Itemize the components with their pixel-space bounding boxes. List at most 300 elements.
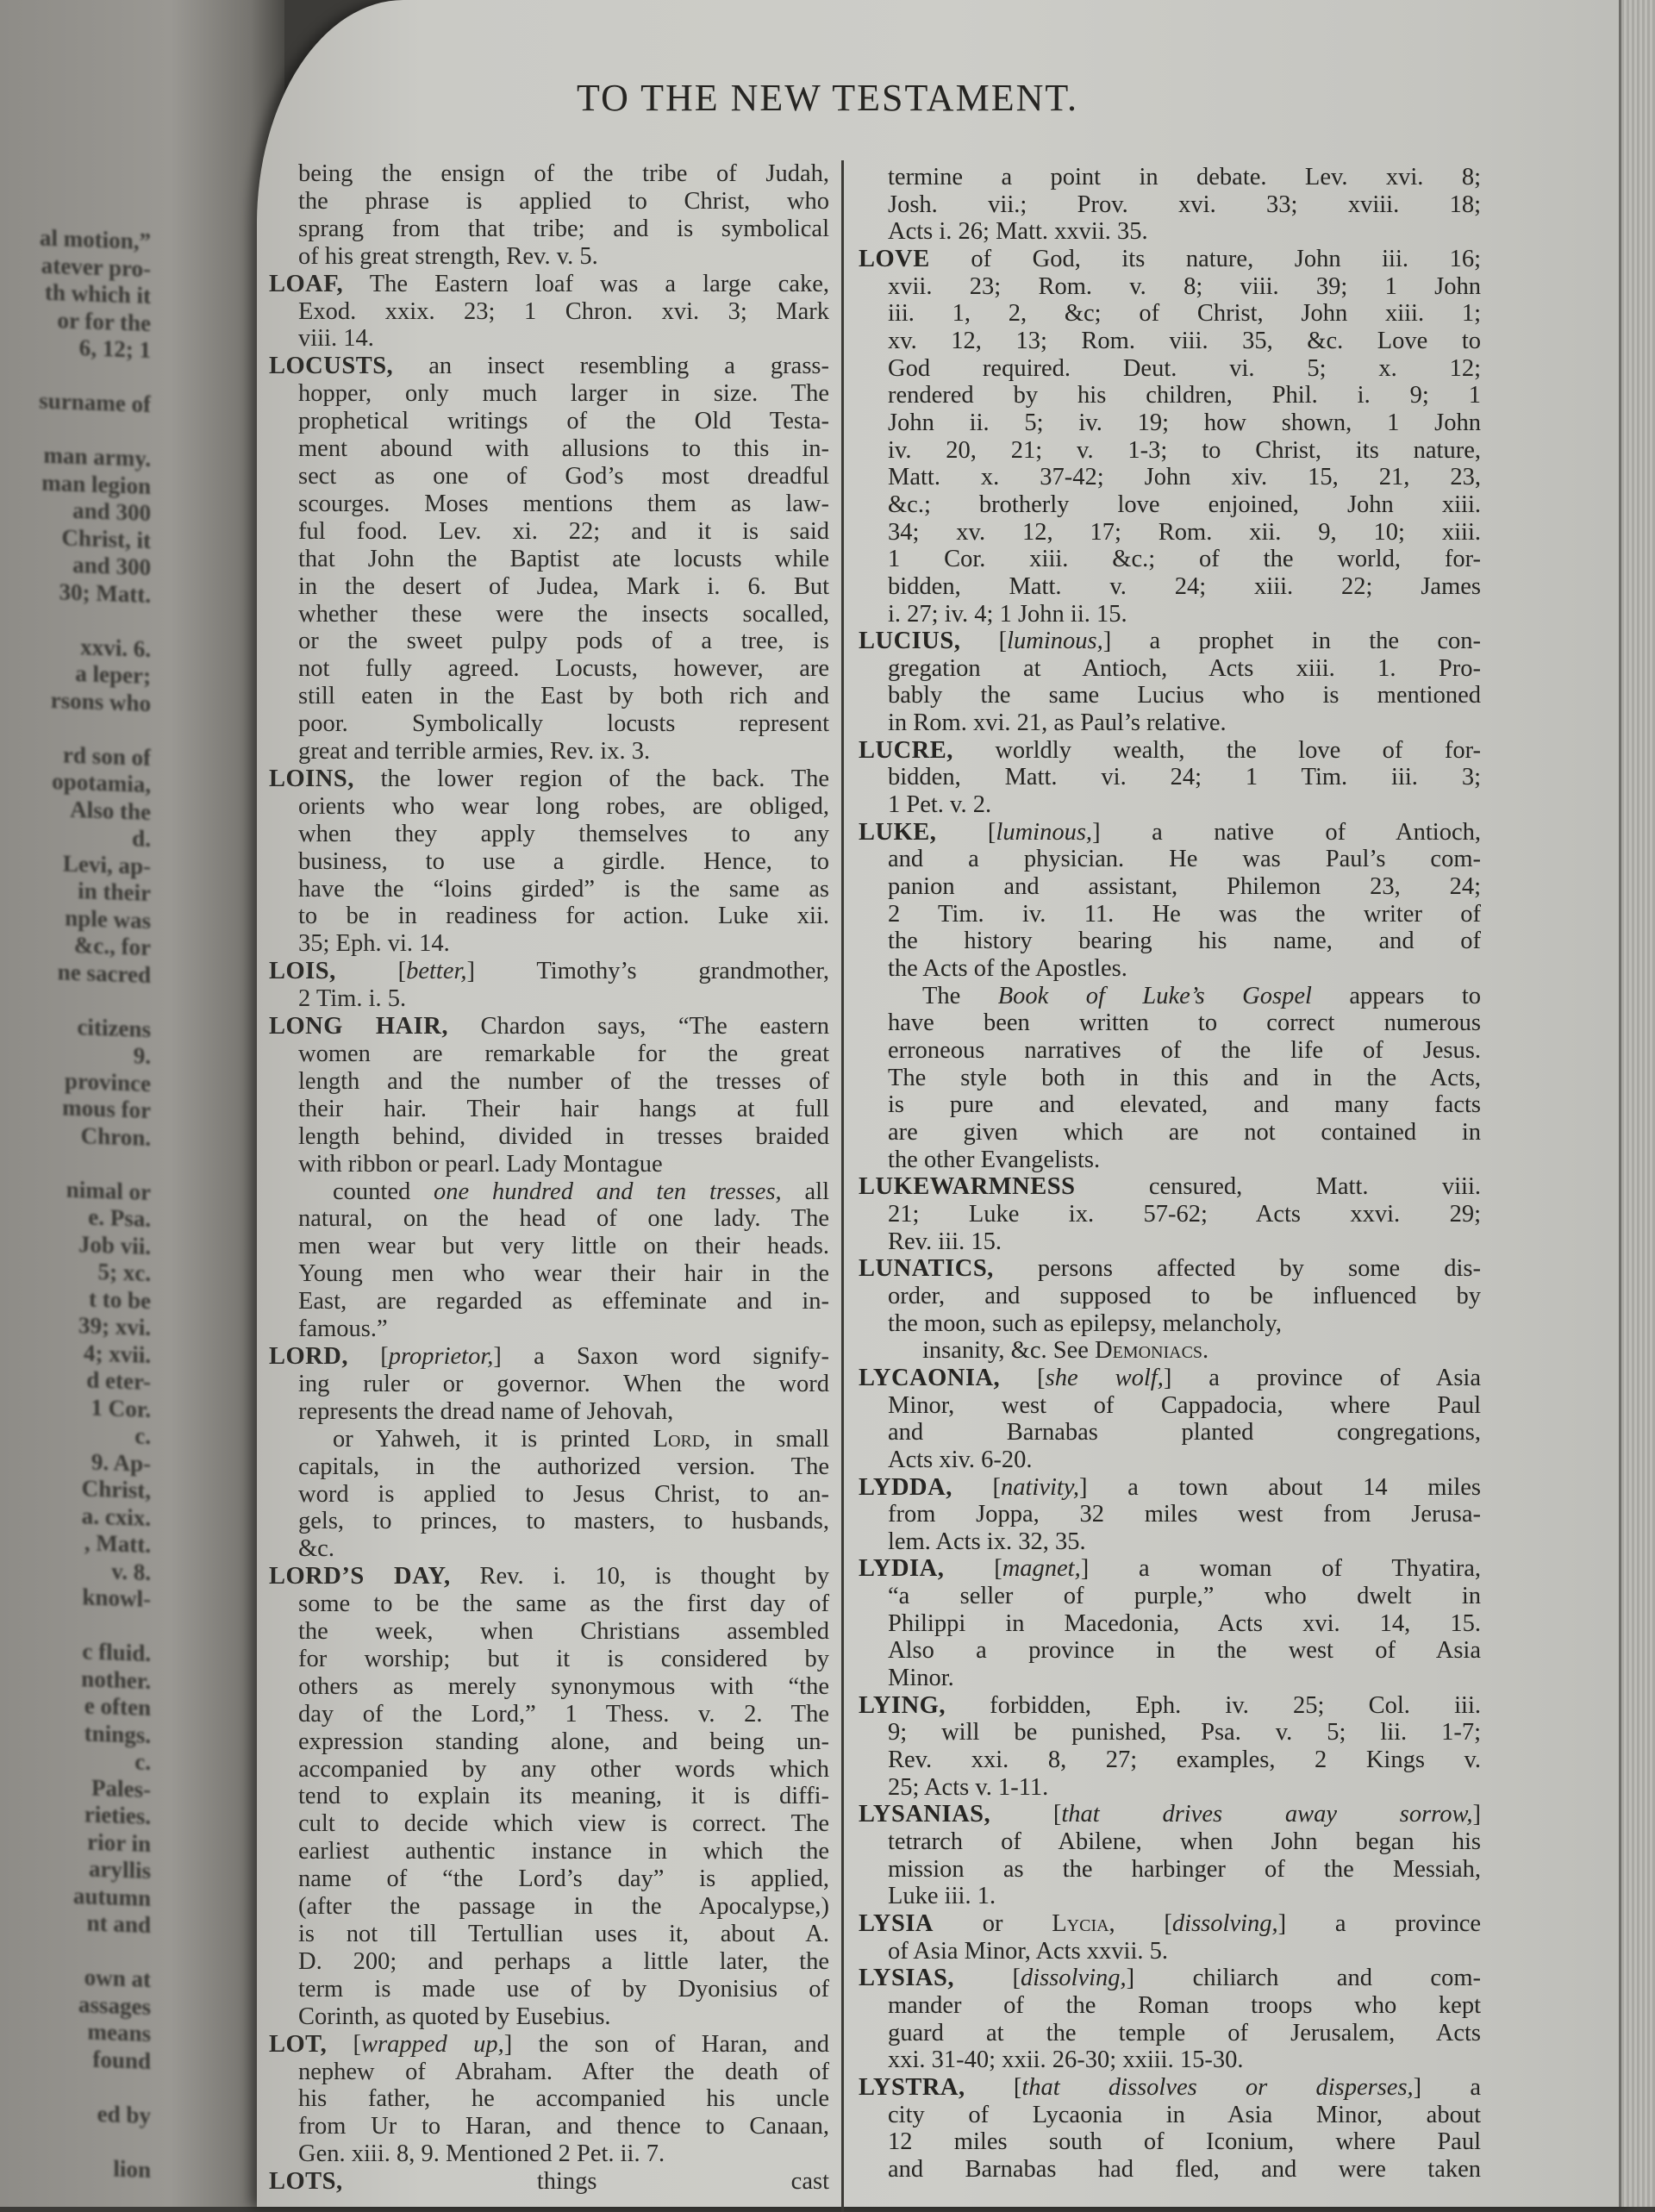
text-line: his father, he accompanied his uncle <box>298 2085 829 2113</box>
text-segment: , [ <box>1109 1910 1172 1937</box>
text-line: 2 Tim. iv. 11. He was the writer of <box>888 900 1481 928</box>
facing-fragment: mous for <box>62 1094 151 1124</box>
text-segment: ] a <box>1413 2073 1481 2101</box>
facing-fragment: nple was <box>65 904 151 934</box>
headword: LYDDA, <box>859 1473 952 1501</box>
italic-text: Book of Luke’s Gospel <box>997 982 1312 1009</box>
entry-headline <box>859 1801 1481 1828</box>
facing-fragment: aryllis <box>89 1855 151 1884</box>
text-segment: Lycia <box>1052 1910 1109 1937</box>
facing-fragment: man army. <box>43 441 151 472</box>
text-segment: worldly wealth, the love of for- <box>952 736 1481 764</box>
text-line: day of the Lord,” 1 Thess. v. 2. The <box>298 1700 829 1728</box>
headword: LOCUSTS, <box>269 353 394 380</box>
entry-headline <box>269 2031 829 2059</box>
text-line: some to be the same as the first day of <box>298 1590 829 1618</box>
entry-headline <box>269 271 829 298</box>
entry-headline <box>859 246 1481 273</box>
text-line: Gen. xiii. 8, 9. Mentioned 2 Pet. ii. 7. <box>298 2140 665 2168</box>
text-line: Acts i. 26; Matt. xxvii. 35. <box>888 218 1148 246</box>
text-line: the phrase is applied to Christ, who <box>298 187 829 215</box>
facing-fragment: autumn <box>72 1882 151 1911</box>
text-line: ing ruler or governor. When the word <box>298 1370 829 1397</box>
text-line: have the “loins girded” is the same as <box>298 875 829 903</box>
facing-fragment: and 300 <box>72 551 151 581</box>
text-line: 34; xv. 12, 17; Rom. xii. 9, 10; xiii. <box>888 518 1481 546</box>
italic-text: dissolving, <box>1171 1910 1278 1937</box>
text-line: ful food. Lev. xi. 22; and it is said <box>298 517 829 545</box>
text-segment: Demoniacs <box>1095 1337 1203 1365</box>
paragraph-line <box>269 1178 829 1206</box>
facing-fragment: nother. <box>81 1665 151 1694</box>
headword: LUNATICS, <box>859 1255 994 1283</box>
text-line: tetrarch of Abilene, when John began his <box>888 1828 1481 1856</box>
text-segment: ] <box>1472 1801 1481 1828</box>
text-line: scourges. Moses mentions them as law- <box>298 490 829 517</box>
italic-text: that dissolves or disperses, <box>1021 2073 1414 2101</box>
text-line: termine a point in debate. Lev. xvi. 8; <box>888 164 1481 191</box>
left-column <box>269 160 829 2196</box>
text-line: 2 Tim. i. 5. <box>298 985 407 1013</box>
italic-text: proprietor, <box>388 1342 494 1370</box>
text-segment: [ <box>347 1342 389 1370</box>
facing-fragment: Also the <box>70 796 151 825</box>
entry-headline <box>859 1692 1481 1720</box>
text-line: Josh. vii.; Prov. xvi. 33; xviii. 18; <box>888 191 1481 218</box>
text-line: capitals, in the authorized version. The <box>298 1453 829 1480</box>
text-line: being the ensign of the tribe of Judah, <box>298 160 829 187</box>
facing-fragment: citizens <box>77 1013 151 1042</box>
headword: LOINS, <box>269 765 354 792</box>
text-line: the other Evangelists. <box>888 1146 1101 1173</box>
right-column <box>859 164 1481 2184</box>
facing-fragment: and 300 <box>72 497 151 527</box>
facing-fragment: nimal or <box>66 1176 151 1205</box>
text-line: with ribbon or pearl. Lady Montague <box>298 1150 663 1178</box>
italic-text: magnet, <box>1002 1555 1081 1583</box>
facing-fragment: rd son of <box>62 740 151 771</box>
text-line: 35; Eph. vi. 14. <box>298 930 450 958</box>
facing-fragment: 4; xvii. <box>84 1339 151 1368</box>
facing-fragment: al motion,” <box>39 224 151 255</box>
text-line: iv. 20, 21; v. 1-3; to Christ, its nature, <box>888 436 1481 464</box>
text-line: still eaten in the East by both rich and <box>298 683 829 710</box>
facing-fragment: xxvi. 6. <box>80 633 151 662</box>
text-line: Luke iii. 1. <box>888 1883 996 1910</box>
facing-fragment: a leper; <box>75 659 151 690</box>
text-line: from Ur to Haran, and thence to Canaan, <box>298 2113 829 2140</box>
text-line: have been written to correct numerous <box>888 1009 1481 1037</box>
facing-fragment: Job vii. <box>78 1230 151 1259</box>
italic-text: luminous, <box>1007 628 1103 655</box>
text-line: “a seller of purple,” who dwelt in <box>888 1583 1481 1610</box>
headword: LYCAONIA, <box>859 1364 1001 1391</box>
text-line: Corinth, as quoted by Eusebius. <box>298 2003 611 2030</box>
headword: LORD, <box>269 1342 348 1370</box>
text-segment: [ <box>953 1965 1021 1992</box>
text-segment: ] Timothy’s grandmother, <box>466 958 829 985</box>
text-line: city of Lycaonia in Asia Minor, about <box>888 2101 1481 2128</box>
text-line: xvii. 23; Rom. v. 8; viii. 39; 1 John <box>888 272 1481 300</box>
facing-fragment: rieties. <box>84 1801 151 1830</box>
facing-fragment: or for the <box>57 306 151 336</box>
text-line: are given which are not contained in <box>888 1118 1481 1146</box>
text-line: the history bearing his name, and of <box>888 928 1481 955</box>
facing-fragment: in their <box>78 878 151 907</box>
italic-text: better, <box>406 958 467 985</box>
text-line: erroneous narratives of the life of Jesus. <box>888 1037 1481 1064</box>
text-line: bidden, Matt. vi. 24; 1 Tim. iii. 3; <box>888 764 1481 791</box>
italic-text: she wolf, <box>1045 1364 1164 1391</box>
facing-fragment: 6, 12; 1 <box>78 334 151 364</box>
text-line: business, to use a girdle. Hence, to <box>298 847 829 875</box>
facing-fragment: tnings. <box>84 1719 151 1748</box>
italic-text: nativity, <box>1001 1473 1080 1501</box>
text-line: the moon, such as epilepsy, melancholy, <box>888 1309 1282 1337</box>
facing-fragment: &c., for <box>73 931 151 961</box>
text-segment: or <box>934 1910 1052 1937</box>
text-segment: ] a native of Antioch, <box>1092 818 1481 846</box>
text-line: Young men who wear their hair in the <box>298 1260 829 1288</box>
headword: LYING, <box>859 1691 946 1719</box>
facing-fragment: nt and <box>86 1909 151 1939</box>
text-line: &c. <box>298 1535 334 1563</box>
text-line: is not till Tertullian uses it, about A. <box>298 1921 829 1947</box>
text-line: cult to decide which view is correct. The <box>298 1810 829 1838</box>
facing-fragment: atever pro- <box>41 252 151 282</box>
text-segment: [ <box>990 1801 1062 1828</box>
facing-fragment: assages <box>78 1990 151 2020</box>
text-line: Acts xiv. 6-20. <box>888 1446 1033 1473</box>
italic-text: dissolving, <box>1020 1965 1127 1992</box>
facing-fragment: opotamia, <box>52 768 151 798</box>
text-line: 25; Acts v. 1-11. <box>888 1773 1049 1801</box>
text-line: for worship; but it is considered by <box>298 1645 829 1672</box>
headword: LYDIA, <box>859 1555 945 1583</box>
text-line: Exod. xxix. 23; 1 Chron. xvi. 3; Mark <box>298 297 829 325</box>
running-header: TO THE NEW TESTAMENT. <box>577 77 1078 119</box>
facing-fragment: found <box>92 2046 151 2074</box>
text-segment: ] a prophet in the con- <box>1102 628 1481 655</box>
text-line: bably the same Lucius who is mentioned <box>888 682 1481 709</box>
text-line: mander of the Roman troops who kept <box>888 1991 1481 2019</box>
text-line: Minor, west of Cappadocia, where Paul <box>888 1391 1481 1419</box>
text-line: East, are regarded as effeminate and in- <box>298 1288 829 1315</box>
text-line: rendered by his children, Phil. i. 9; 1 <box>888 382 1481 409</box>
paragraph-line <box>859 983 1481 1010</box>
text-line: natural, on the head of one lady. The <box>298 1205 829 1233</box>
text-line: length and the number of the tresses of <box>298 1067 829 1095</box>
text-line: sect as one of God’s most dreadful <box>298 462 829 490</box>
facing-fragment: 9. Ap- <box>91 1448 151 1477</box>
facing-fragment: province <box>65 1067 151 1097</box>
headword: LYSIAS, <box>859 1965 954 1992</box>
facing-fragment: rior in <box>87 1828 151 1857</box>
text-segment: or Yahweh, it is printed <box>333 1425 653 1453</box>
text-line: 1 Pet. v. 2. <box>888 791 992 819</box>
text-line: and a physician. He was Paul’s com- <box>888 846 1481 873</box>
entry-headline <box>269 1343 829 1371</box>
text-line: the Acts of the Apostles. <box>888 955 1127 983</box>
text-line: Rev. iii. 15. <box>888 1228 1002 1255</box>
entry-headline <box>859 1910 1481 1938</box>
facing-fragment: rsons who <box>50 686 151 716</box>
text-line: from Joppa, 32 miles west from Jerusa- <box>888 1501 1481 1528</box>
headword: LOVE <box>859 245 930 272</box>
facing-fragment: man legion <box>41 469 151 499</box>
text-line: women are remarkable for the great <box>298 1040 829 1067</box>
text-line: hopper, only much larger in size. The <box>298 380 829 408</box>
text-segment: ] chiliarch and com- <box>1126 1965 1481 1992</box>
text-line: poor. Symbolically locusts represent <box>298 710 829 738</box>
facing-fragment: 30; Matt. <box>59 578 151 608</box>
text-line: order, and supposed to be influenced by <box>888 1282 1481 1309</box>
text-line: that John the Baptist ate locusts while <box>298 545 829 572</box>
text-segment: the lower region of the back. The <box>353 765 829 792</box>
facing-fragment: means <box>87 2018 151 2047</box>
facing-fragment: c. <box>134 1422 151 1450</box>
text-line: Rev. xxi. 8, 27; examples, 2 Kings v. <box>888 1746 1481 1774</box>
entry-headline <box>859 737 1481 765</box>
facing-fragment: 39; xvi. <box>78 1312 151 1341</box>
text-line: gregation at Antioch, Acts xiii. 1. Pro- <box>888 654 1481 682</box>
text-line: The style both in this and in the Acts, <box>888 1064 1481 1091</box>
text-segment: Rev. i. 10, is thought by <box>450 1563 829 1590</box>
entry-headline <box>859 819 1481 847</box>
text-line: gels, to princes, to masters, to husbands, <box>298 1508 829 1535</box>
facing-fragment: 9. <box>133 1042 151 1070</box>
text-segment: things cast <box>342 2168 829 2196</box>
italic-text: luminous, <box>996 818 1093 846</box>
text-line: mission as the harbinger of the Messiah, <box>888 1855 1481 1883</box>
facing-fragment: Christ, <box>81 1475 151 1504</box>
text-line: is pure and elevated, and many facts <box>888 1091 1481 1119</box>
text-line: famous.” <box>298 1315 388 1343</box>
entry-headline <box>269 1563 829 1590</box>
italic-text: one hundred and ten tresses, <box>434 1178 782 1205</box>
facing-fragment: lion <box>113 2155 151 2183</box>
paragraph-line <box>859 1337 1481 1365</box>
text-segment: [ <box>965 2073 1022 2101</box>
entry-headline <box>269 2168 829 2196</box>
text-segment: ] the son of Haran, and <box>503 2030 829 2058</box>
headword: LUCRE, <box>859 736 953 764</box>
entry-headline <box>859 2074 1481 2102</box>
text-line: John ii. 5; iv. 19; how shown, 1 John <box>888 409 1481 436</box>
headword: LYSANIAS, <box>859 1801 991 1828</box>
facing-fragment: d eter- <box>86 1366 151 1396</box>
paragraph-line <box>269 1426 829 1453</box>
text-line: represents the dread name of Jehovah, <box>298 1397 674 1425</box>
facing-fragment: , Matt. <box>84 1529 151 1559</box>
facing-fragment: Chron. <box>80 1122 151 1151</box>
text-line: in the desert of Judea, Mark i. 6. But <box>298 572 829 600</box>
headword: LYSTRA, <box>859 2073 965 2101</box>
text-line: Minor. <box>888 1665 954 1692</box>
text-segment: [ <box>936 818 996 846</box>
facing-fragment: ed by <box>97 2100 151 2128</box>
text-line: of his great strength, Rev. v. 5. <box>298 242 598 270</box>
italic-text: wrapped up, <box>361 2030 504 2058</box>
entry-headline <box>859 1965 1481 1992</box>
text-line: orients who wear long robes, are obliged, <box>298 792 829 820</box>
text-segment: [ <box>952 1473 1001 1501</box>
facing-fragment: a. cxix. <box>81 1502 151 1531</box>
entry-headline <box>269 958 829 985</box>
facing-page <box>0 0 284 2207</box>
text-segment: insanity, &c. See <box>922 1337 1095 1365</box>
text-line: others as merely synonymous with “the <box>298 1672 829 1700</box>
text-segment: of God, its nature, John iii. 16; <box>929 245 1481 272</box>
facing-page-text <box>0 223 151 2184</box>
text-line: ment abound with allusions to this in- <box>298 435 829 463</box>
facing-fragment: ne sacred <box>57 958 151 988</box>
text-line: term is made use of by Dyonisius of <box>298 1975 829 2003</box>
entry-headline <box>859 1255 1481 1283</box>
entry-headline <box>859 1173 1481 1201</box>
text-line: &c.; brotherly love enjoined, John xiii. <box>888 491 1481 518</box>
headword: LYSIA <box>859 1910 934 1937</box>
text-line: of Asia Minor, Acts xxvii. 5. <box>888 1937 1169 1965</box>
entry-headline <box>269 1013 829 1040</box>
text-line: or the sweet pulpy pods of a tree, is <box>298 628 829 655</box>
facing-fragment: e often <box>84 1692 151 1721</box>
text-line: and Barnabas had fled, and were taken <box>888 2155 1481 2183</box>
text-line: 1 Cor. xiii. &c.; of the world, for- <box>888 546 1481 573</box>
headword: LOIS, <box>269 958 336 985</box>
text-segment: The Eastern loaf was a large cake, <box>343 270 829 297</box>
text-line: sprang from that tribe; and is symbolical <box>298 215 829 242</box>
headword: LOTS, <box>269 2168 343 2196</box>
entry-headline <box>269 765 829 793</box>
facing-fragment: Pales- <box>91 1774 151 1803</box>
text-line: accompanied by any other words which <box>298 1755 829 1783</box>
text-line: iii. 1, 2, &c; of Christ, John xiii. 1; <box>888 300 1481 328</box>
text-segment: . <box>1202 1337 1209 1365</box>
entry-headline <box>859 1474 1481 1502</box>
text-line: xv. 12, 13; Rom. viii. 35, &c. Love to <box>888 327 1481 354</box>
column-divider <box>841 160 844 2212</box>
headword: LOT, <box>269 2030 328 2058</box>
text-line: viii. 14. <box>298 325 374 353</box>
text-line: 12 miles south of Iconium, where Paul <box>888 2128 1481 2156</box>
text-line: men wear but very little on their heads. <box>298 1233 829 1260</box>
text-line: not fully agreed. Locusts, however, are <box>298 655 829 683</box>
text-segment: all <box>781 1178 829 1205</box>
text-segment: ] a province <box>1277 1910 1481 1937</box>
text-line: name of “the Lord’s day” is applied, <box>298 1865 829 1893</box>
text-line: earliest authentic instance in which the <box>298 1838 829 1865</box>
text-line: great and terrible armies, Rev. ix. 3. <box>298 738 651 765</box>
text-line: Philippi in Macedonia, Acts xvi. 14, 15. <box>888 1609 1481 1637</box>
text-line: D. 200; and perhaps a little later, the <box>298 1947 829 1975</box>
facing-fragment: 1 Cor. <box>91 1394 151 1422</box>
text-line: God required. Deut. vi. 5; x. 12; <box>888 354 1481 382</box>
text-line: i. 27; iv. 4; 1 John ii. 15. <box>888 600 1127 628</box>
facing-fragment: knowl- <box>82 1584 151 1613</box>
text-segment: [ <box>944 1555 1002 1583</box>
facing-fragment: c. <box>134 1748 151 1776</box>
text-segment: counted <box>333 1178 434 1205</box>
headword: LOAF, <box>269 270 344 297</box>
text-segment: censured, Matt. viii. <box>1075 1173 1481 1201</box>
text-line: bidden, Matt. v. 24; xiii. 22; James <box>888 572 1481 600</box>
text-line: to be in readiness for action. Luke xii. <box>298 903 829 930</box>
entry-headline <box>269 353 829 380</box>
facing-fragment: c fluid. <box>82 1638 151 1667</box>
headword: LORD’S DAY, <box>269 1563 451 1590</box>
headword: LUKEWARMNESS <box>859 1173 1076 1201</box>
text-segment: Lord <box>653 1425 705 1453</box>
text-line: nephew of Abraham. After the death of <box>298 2058 829 2085</box>
text-segment: ] a province of Asia <box>1163 1364 1481 1391</box>
text-line: Also a province in the west of Asia <box>888 1637 1481 1665</box>
text-line: prophetical writings of the Old Testa- <box>298 408 829 435</box>
text-segment: Chardon says, “The eastern <box>447 1013 829 1040</box>
text-segment: [ <box>327 2030 362 2058</box>
text-line: xxi. 31-40; xxii. 26-30; xxiii. 15-30. <box>888 2046 1244 2074</box>
text-line: their hair. Their hair hangs at full <box>298 1095 829 1122</box>
text-segment: [ <box>960 628 1008 655</box>
entry-headline <box>859 1365 1481 1392</box>
text-line: lem. Acts ix. 32, 35. <box>888 1528 1086 1555</box>
text-line: tend to explain its meaning, it is diffi- <box>298 1783 829 1810</box>
text-segment: ] a Saxon word signify- <box>493 1342 829 1370</box>
text-line: whether these were the insects socalled, <box>298 600 829 628</box>
text-segment: persons affected by some dis- <box>993 1255 1481 1283</box>
text-segment: an insect resembling a grass- <box>393 353 829 380</box>
text-line: (after the passage in the Apocalypse,) <box>298 1893 829 1921</box>
text-segment: , in small <box>704 1425 829 1453</box>
text-line: the week, when Christians assembled <box>298 1618 829 1646</box>
headword: LONG HAIR, <box>269 1013 448 1040</box>
text-line: Matt. x. 37-42; John xiv. 15, 21, 23, <box>888 464 1481 491</box>
text-line: in Rom. xvi. 21, as Paul’s relative. <box>888 709 1227 737</box>
facing-fragment: th which it <box>44 278 151 309</box>
text-segment: forbidden, Eph. iv. 25; Col. iii. <box>945 1691 1481 1719</box>
text-segment: ] a woman of Thyatira, <box>1080 1555 1481 1583</box>
facing-fragment: Christ, it <box>61 523 151 553</box>
text-line: length behind, divided in tresses braided <box>298 1122 829 1150</box>
facing-fragment: 5; xc. <box>97 1258 151 1287</box>
text-line: guard at the temple of Jerusalem, Acts <box>888 2019 1481 2046</box>
text-line: and Barnabas planted congregations, <box>888 1419 1481 1447</box>
entry-headline <box>859 628 1481 655</box>
facing-fragment: d. <box>132 825 151 853</box>
text-segment: The <box>922 982 998 1009</box>
headword: LUCIUS, <box>859 628 961 655</box>
text-segment: [ <box>1000 1364 1046 1391</box>
facing-fragment: Levi, ap- <box>62 849 151 879</box>
entry-headline <box>859 1555 1481 1583</box>
facing-fragment: v. 8. <box>111 1557 151 1585</box>
text-segment: appears to <box>1311 982 1481 1009</box>
facing-fragment: e. Psa. <box>88 1203 151 1233</box>
text-line: when they apply themselves to any <box>298 820 829 847</box>
text-line: word is applied to Jesus Christ, to an- <box>298 1480 829 1508</box>
facing-fragment: surname of <box>39 387 151 418</box>
text-line: 21; Luke ix. 57-62; Acts xxvi. 29; <box>888 1200 1481 1228</box>
facing-fragment: own at <box>84 1964 151 1993</box>
facing-fragment: t to be <box>89 1285 151 1314</box>
text-segment: ] a town about 14 miles <box>1079 1473 1481 1501</box>
italic-text: that drives away sorrow, <box>1061 1801 1473 1828</box>
text-segment: [ <box>335 958 407 985</box>
page-edges <box>1619 0 1655 2207</box>
text-line: 9; will be punished, Psa. v. 5; lii. 1-7; <box>888 1719 1481 1746</box>
text-line: panion and assistant, Philemon 23, 24; <box>888 873 1481 901</box>
text-line: expression standing alone, and being un- <box>298 1728 829 1755</box>
